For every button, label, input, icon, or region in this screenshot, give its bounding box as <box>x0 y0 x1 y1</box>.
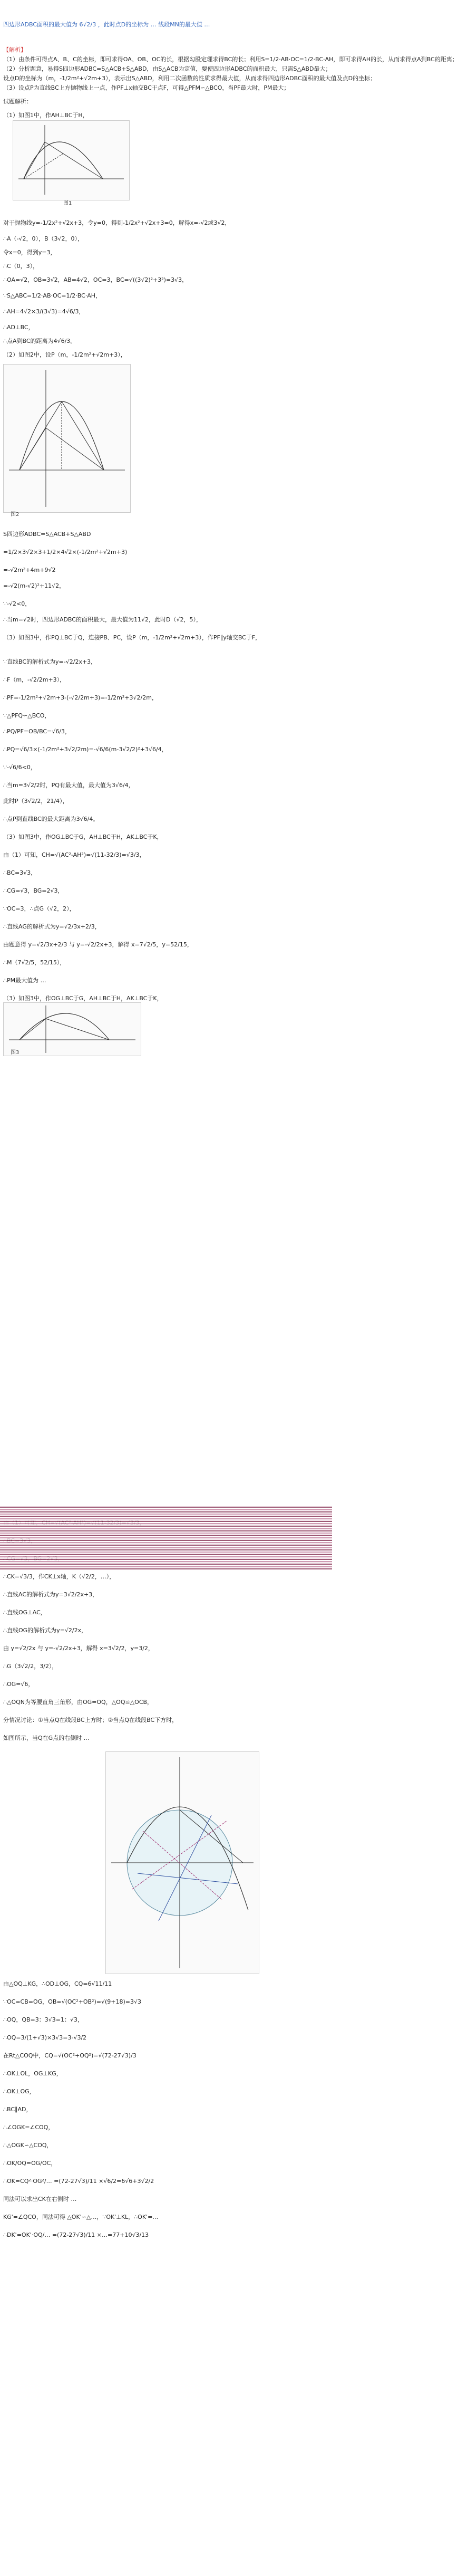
text-line: ∴OK=CQ²·OG²/… =(72-27√3)/11 ×√6/2=6√6+3√2/2 <box>3 2178 154 2185</box>
text-line: （3）如图3中，作PQ⊥BC于Q，连接PB、PC，设P（m，-1/2m²+√2m+3），作PF∥y轴交BC于F， <box>3 634 261 641</box>
text-line: 设点D的坐标为（m，-1/2m²+√2m+3），表示出S△ABD，利用二次函数的性质求得最大值，从而求得四边形ADBC面积的最大值及点D的坐标； <box>3 75 376 82</box>
text-line: ∴OQ，QB=3：3√3=1：√3， <box>3 2016 83 2023</box>
text-line: ∴C（0，3）， <box>3 263 39 270</box>
text-line: ∴直线AG的解析式为y=√2/3x+2/3， <box>3 923 101 930</box>
figure-4 <box>105 1751 259 1974</box>
text-line: 在Rt△COQ中，CQ=√(OC²+OQ²)=√(72-27√3)/3 <box>3 2052 137 2059</box>
text-line: （3）设点P为直线BC上方抛物线上一点，作PF⊥x轴交BC于点F，可得△PFM∽△BCO，当PF最大时，PM最大； <box>3 84 290 91</box>
text-line: ∴BC=3√3， <box>3 869 37 876</box>
text-line: ∴G（3√2/2，3/2）， <box>3 1663 58 1670</box>
text-line: ∴当m=3√2/2时，PQ有最大值，最大值为3√6/4， <box>3 782 134 789</box>
text-line: ∵直线BC的解析式为y=-√2/2x+3， <box>3 658 97 665</box>
text-line: ∴M（7√2/5，52/15）， <box>3 959 66 966</box>
text-line: ∴△OQN为等腰直角三角形，由OG=OQ，△OQ≌△OCB， <box>3 1699 153 1706</box>
text-line: 对于抛物线y=-1/2x²+√2x+3，令y=0，得到-1/2x²+√2x+3=0，解得x=-√2或3√2， <box>3 219 231 226</box>
text-line: ∵△PFQ∽△BCO， <box>3 712 51 719</box>
text-line: ∴OK/OQ=OG/OC， <box>3 2160 57 2167</box>
text-line: （1）如图1中，作AH⊥BC于H， <box>3 112 89 119</box>
text-line: ∴直线OG⊥AC， <box>3 1609 46 1616</box>
figure-2 <box>3 364 131 513</box>
text-line: ∴PF=-1/2m²+√2m+3-(-√2/2m+3)=-1/2m²+3√2/2m， <box>3 694 158 701</box>
text-line: ∴BC∥AD， <box>3 2106 32 2113</box>
text-line: ∴点P到直线BC的最大距离为3√6/4。 <box>3 816 99 822</box>
text-line: ∵-√2<0， <box>3 600 31 607</box>
text-line: ∴A（-√2，0），B（3√2，0）， <box>3 235 84 242</box>
text-line: 分情况讨论：①当点Q在线段BC上方时；②当点Q在线段BC下方时， <box>3 1717 178 1723</box>
text-line: ∴CG=√3，BG=2√3， <box>3 887 64 894</box>
text-line: 试题解析： <box>3 98 32 105</box>
text-line: S四边形ADBC=S△ACB+S△ABD <box>3 531 91 538</box>
text-line: ∴PM最大值为 … <box>3 977 46 984</box>
text-line: ∴PQ/PF=OB/BC=√6/3， <box>3 728 71 735</box>
text-line: 令x=0，得到y=3， <box>3 249 56 256</box>
figure-1 <box>13 120 130 200</box>
text-line: ∵S△ABC=1/2·AB·OC=1/2·BC·AH， <box>3 292 102 299</box>
text-line: 如图所示，当Q在G点的右侧时 … <box>3 1735 90 1741</box>
text-line: =-√2(m-√2)²+11√2， <box>3 582 65 589</box>
figure-3-caption: 图3 <box>11 1050 20 1056</box>
text-line: 同法可以求出CK在右侧时 … <box>3 2196 77 2202</box>
text-line: （1）由条件可得点A、B、C的坐标，即可求得OA、OB、OC的长，根据勾股定理求得BC的长；利用S=1/2·AB·OC=1/2·BC·AH，即可求得AH的长，从而求得点A到BC的距离； <box>3 56 458 63</box>
text-line: =1/2×3√2×3+1/2×4√2×(-1/2m²+√2m+3) <box>3 549 128 556</box>
text-line: ∴DK'=OK'·OQ/… =(72-27√3)/11 ×…=77+10√3/13 <box>3 2232 149 2238</box>
text-line: 由 y=√2/2x 与 y=-√2/2x+3，解得 x=3√2/2，y=3/2， <box>3 1645 154 1652</box>
text-line: ∵-√6/6<0， <box>3 764 36 771</box>
text-line: （2）分析题意，易得S四边形ADBC=S△ACB+S△ABD，由S△ACB为定值，要使四边形ADBC的面积最大，只需S△ABD最大； <box>3 65 332 72</box>
text-line: 由△OQ⊥KG，∴OD⊥OG，CQ=6√11/11 <box>3 1980 112 1987</box>
text-line: 由（1）可知，CH=√(AC²-AH²)=√(11-32/3)=√3/3， <box>3 851 145 858</box>
text-line: ∴当m=√2时，四边形ADBC的面积最大，最大值为11√2，此时D（√2，5）， <box>3 616 202 623</box>
scan-artifact-band <box>0 1506 332 1569</box>
figure-1-caption: 图1 <box>63 200 72 206</box>
text-line: ∴AH=4√2×3/(3√3)=4√6/3， <box>3 308 85 315</box>
text-line: ∴OK⊥OL，OG⊥KG， <box>3 2070 62 2077</box>
text-line: ∵OC=CB=OG，OB=√(OC²+OB²)=√(9+18)=3√3 <box>3 1998 142 2005</box>
text-line: ∴CK=√3/3，作CK⊥x轴，K（√2/2，…）， <box>3 1573 115 1580</box>
text-line: ∴点A到BC的距离为4√6/3。 <box>3 338 76 344</box>
text-line: （3）如图3中，作OG⊥BC于G，AH⊥BC于H，AK⊥BC于K， <box>3 834 163 840</box>
text-line: 由题意得 y=√2/3x+2/3 与 y=-√2/2x+3，解得 x=7√2/5，y=52/15， <box>3 941 193 948</box>
text-line: ∴OK⊥OG， <box>3 2088 35 2095</box>
text-line: ∴AD⊥BC， <box>3 324 34 331</box>
text-line: ∴直线AC的解析式为y=3√2/2x+3， <box>3 1591 99 1598</box>
text-line: ∴OQ=3/(1+√3)×3√3=3-√3/2 <box>3 2034 87 2041</box>
figure-3 <box>3 1002 141 1056</box>
text-line: 【解析】 <box>3 46 26 53</box>
text-line: ∴△OGK∽△COQ， <box>3 2142 53 2149</box>
text-line: 四边形ADBC面积的最大值为 6√2/3 ，此时点D的坐标为 … 线段MN的最大值 … <box>3 21 210 28</box>
text-line: 此时P（3√2/2，21/4）， <box>3 798 69 805</box>
text-line: （2）如图2中，设P（m，-1/2m²+√2m+3）， <box>3 351 126 358</box>
text-line: ∴OG=√6， <box>3 1681 34 1688</box>
text-line: ∴直线OG的解析式为y=√2/2x， <box>3 1627 87 1634</box>
text-line: ∴OA=√2，OB=3√2，AB=4√2，OC=3，BC=√((3√2)²+3²)=3√3， <box>3 276 188 283</box>
figure-2-caption: 图2 <box>11 512 20 518</box>
text-line: =-√2m²+4m+9√2 <box>3 567 56 573</box>
text-line: KG'=∠QCO，同法可得 △OK'∽△…，∵OK'⊥KL，∴OK'=… <box>3 2214 159 2220</box>
text-line: ∴F（m，-√2/2m+3）， <box>3 676 66 683</box>
text-line: （3）如图3中，作OG⊥BC于G，AH⊥BC于H，AK⊥BC于K， <box>3 995 163 1002</box>
text-line: ∴∠OGK=∠COQ， <box>3 2124 54 2131</box>
text-line: ∴PQ=√6/3×(-1/2m²+3√2/2m)=-√6/6(m-3√2/2)²+3√6/4， <box>3 746 168 753</box>
text-line: ∵OC=3，∴点G（√2，2）， <box>3 905 75 912</box>
